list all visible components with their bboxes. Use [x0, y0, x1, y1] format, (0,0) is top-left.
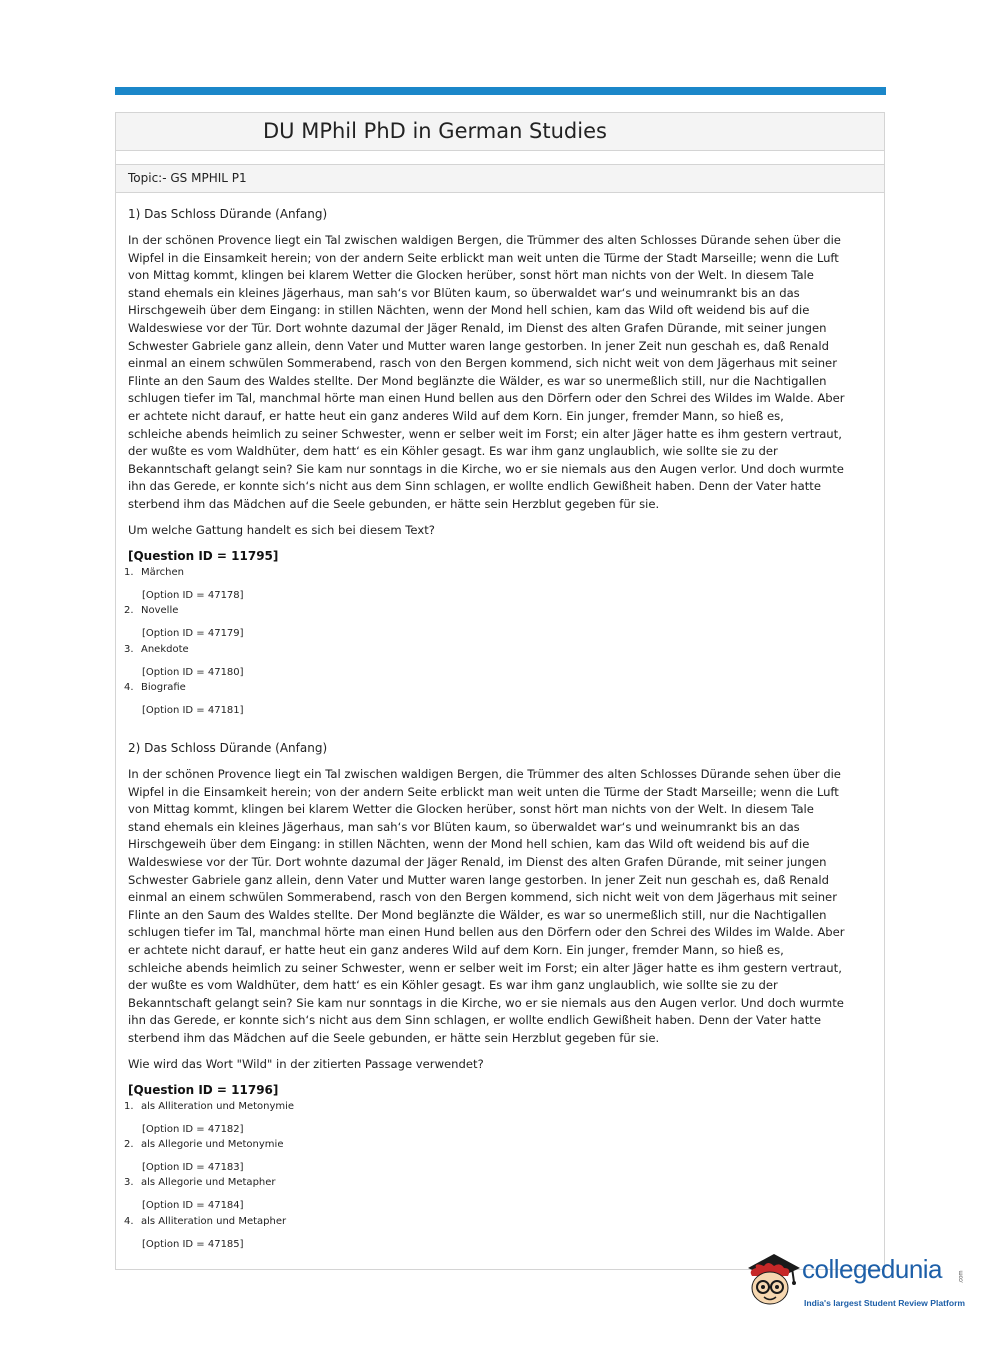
option-id: [Option ID = 47178]	[142, 590, 244, 601]
option-text: Novelle	[141, 605, 179, 616]
option-text: Biografie	[141, 682, 186, 693]
option-item	[124, 644, 189, 655]
brand-suffix: .com	[958, 1270, 965, 1284]
option-item	[124, 1139, 283, 1150]
question-passage: In der schönen Provence liegt ein Tal zwischen waldigen Bergen, die Trümmer des alten Schlosses Dürande sehen über die Wipfel in die Einsamkeit herein; von der andern Seite erblickt man weit unten die Türme der Stadt Marseille; wenn die Luft von Mittag kommt, klingen bei klarem Wetter die Glocken herüber, sonst hört man nichts von der Welt. In diesem Tale stand ehemals ein kleines Jägerhaus, man sah‘s vor Blüten kaum, so überwaldet war‘s und weinumrankt bis an das Hirschgeweih über dem Eingang: in stillen Nächten, wenn der Mond hell schien, kam das Wild oft weidend bis auf die Waldeswiese vor der Tür. Dort wohnte dazumal der Jäger Renald, im Dienst des alten Grafen Dürande, mit seiner jungen Schwester Gabriele ganz allein, denn Vater und Mutter waren lange gestorben. In jener Zeit nun geschah es, daß Renald einmal an einem schwülen Sommerabend, rasch von den Bergen kommend, sich nicht weit von dem Jägerhaus mit seiner Flinte an den Saum des Waldes stellte. Der Mond beglänzte die Wälder, es war so unermeßlich still, nur die Nachtigallen schlugen tiefer im Tal, manchmal hörte man einen Hund bellen aus den Dörfern oder den Schrei des Wildes im Walde. Aber er achtete nicht darauf, er hatte heut ein ganz anderes Wild auf dem Korn. Ein junger, fremder Mann, so hieß es, schleiche abends heimlich zu seiner Schwester, wenn er selber weit im Forst; ein alter Jäger hatte es ihm gestern vertraut, der wußte es vom Waldhüter, dem hatt‘ es ein Köhler gesagt. Es war ihm ganz unglaublich, wie sollte sie zu der Bekanntschaft gelangt sein? Sie kam nur sonntags in die Kirche, wo er sie niemals aus den Augen verlor. Und doch wurmte ihn das Gerede, er konnte sich‘s nicht aus dem Sinn schlagen, er wollte endlich Gewißheit haben. Denn der Vater hatte sterbend ihm das Mädchen auf die Seele gebunden, er hätte sein Herzblut gegeben für sie.	[128, 233, 845, 511]
option-item	[124, 567, 184, 578]
option-number: 1.	[124, 567, 134, 578]
option-number: 2.	[124, 1139, 134, 1150]
brand-tagline: India's largest Student Review Platform	[804, 1298, 966, 1308]
option-id: [Option ID = 47181]	[142, 705, 244, 716]
option-text: Anekdote	[141, 644, 189, 655]
question-id: [Question ID = 11796]	[128, 1083, 279, 1097]
top-accent-bar	[115, 87, 886, 95]
option-text: als Alliteration und Metapher	[141, 1216, 287, 1227]
option-id: [Option ID = 47183]	[142, 1162, 244, 1173]
brand-name: collegedunia	[802, 1254, 943, 1284]
collegedunia-logo[interactable]	[744, 1250, 974, 1310]
option-id: [Option ID = 47185]	[142, 1239, 244, 1250]
question-id: [Question ID = 11795]	[128, 549, 279, 563]
title-row	[116, 113, 884, 151]
option-number: 1.	[124, 1101, 134, 1112]
option-item	[124, 682, 186, 693]
option-item	[124, 1101, 294, 1112]
option-number: 4.	[124, 682, 134, 693]
option-text: als Alliteration und Metonymie	[141, 1101, 295, 1112]
option-id: [Option ID = 47180]	[142, 667, 244, 678]
option-item	[124, 605, 178, 616]
option-text: Märchen	[141, 567, 184, 578]
option-text: als Allegorie und Metonymie	[141, 1139, 284, 1150]
topic-label: Topic:- GS MPHIL P1	[128, 171, 247, 185]
option-number: 3.	[124, 1177, 134, 1188]
graduate-mascot-icon	[744, 1250, 800, 1310]
option-text: als Allegorie und Metapher	[141, 1177, 276, 1188]
question-heading: 2) Das Schloss Dürande (Anfang)	[128, 741, 328, 755]
option-number: 4.	[124, 1216, 134, 1227]
option-number: 2.	[124, 605, 134, 616]
question-prompt: Wie wird das Wort "Wild" in der zitierten Passage verwendet?	[128, 1057, 484, 1071]
question-heading: 1) Das Schloss Dürande (Anfang)	[128, 207, 328, 221]
option-id: [Option ID = 47184]	[142, 1200, 244, 1211]
option-number: 3.	[124, 644, 134, 655]
page-title: DU MPhil PhD in German Studies	[263, 119, 607, 143]
option-id: [Option ID = 47179]	[142, 628, 244, 639]
question-passage: In der schönen Provence liegt ein Tal zwischen waldigen Bergen, die Trümmer des alten Schlosses Dürande sehen über die Wipfel in die Einsamkeit herein; von der andern Seite erblickt man weit unten die Türme der Stadt Marseille; wenn die Luft von Mittag kommt, klingen bei klarem Wetter die Glocken herüber, sonst hört man nichts von der Welt. In diesem Tale stand ehemals ein kleines Jägerhaus, man sah‘s vor Blüten kaum, so überwaldet war‘s und weinumrankt bis an das Hirschgeweih über dem Eingang: in stillen Nächten, wenn der Mond hell schien, kam das Wild oft weidend bis auf die Waldeswiese vor der Tür. Dort wohnte dazumal der Jäger Renald, im Dienst des alten Grafen Dürande, mit seiner jungen Schwester Gabriele ganz allein, denn Vater und Mutter waren lange gestorben. In jener Zeit nun geschah es, daß Renald einmal an einem schwülen Sommerabend, rasch von den Bergen kommend, sich nicht weit von dem Jägerhaus mit seiner Flinte an den Saum des Waldes stellte. Der Mond beglänzte die Wälder, es war so unermeßlich still, nur die Nachtigallen schlugen tiefer im Tal, manchmal hörte man einen Hund bellen aus den Dörfern oder den Schrei des Wildes im Walde. Aber er achtete nicht darauf, er hatte heut ein ganz anderes Wild auf dem Korn. Ein junger, fremder Mann, so hieß es, schleiche abends heimlich zu seiner Schwester, wenn er selber weit im Forst; ein alter Jäger hatte es ihm gestern vertraut, der wußte es vom Waldhüter, dem hatt‘ es ein Köhler gesagt. Es war ihm ganz unglaublich, wie sollte sie zu der Bekanntschaft gelangt sein? Sie kam nur sonntags in die Kirche, wo er sie niemals aus den Augen verlor. Und doch wurmte ihn das Gerede, er konnte sich‘s nicht aus dem Sinn schlagen, er wollte endlich Gewißheit haben. Denn der Vater hatte sterbend ihm das Mädchen auf die Seele gebunden, er hätte sein Herzblut gegeben für sie.	[128, 767, 845, 1045]
question-prompt: Um welche Gattung handelt es sich bei diesem Text?	[128, 523, 435, 537]
option-item	[124, 1177, 276, 1188]
option-id: [Option ID = 47182]	[142, 1124, 244, 1135]
topic-row	[116, 165, 884, 193]
option-item	[124, 1216, 286, 1227]
spacer-row	[116, 151, 884, 165]
